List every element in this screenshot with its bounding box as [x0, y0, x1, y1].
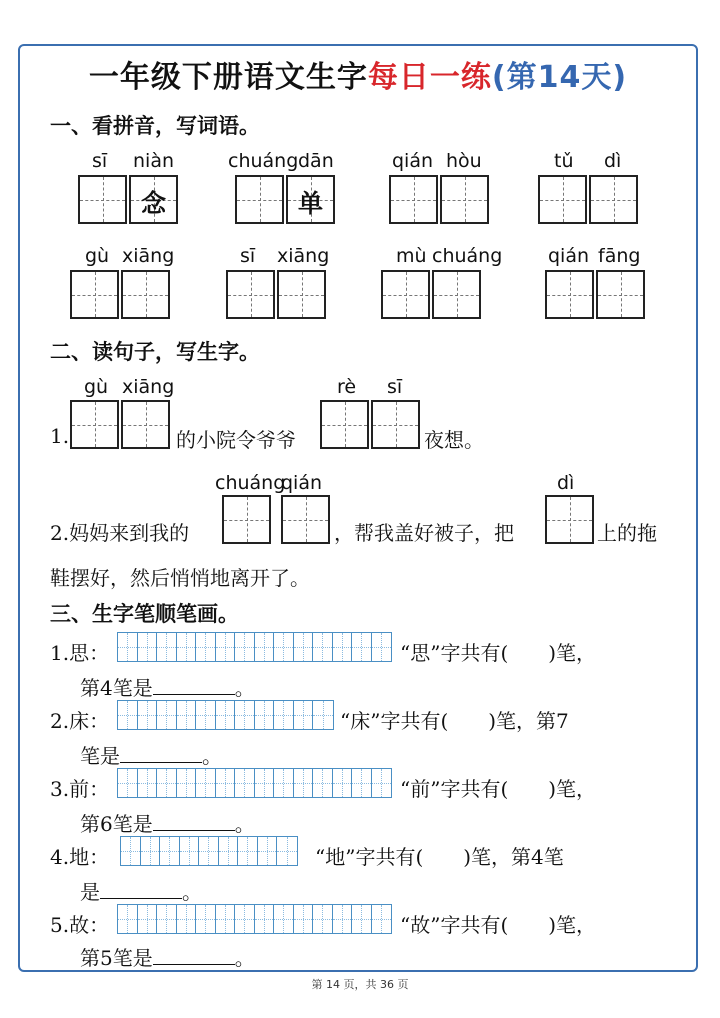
sentence-text: 鞋摆好，然后悄悄地离开了。 — [50, 566, 310, 590]
char-cell[interactable] — [70, 400, 119, 449]
char-cell[interactable] — [545, 270, 594, 319]
sentence-text: 上的拖 — [597, 521, 657, 545]
stroke-question: “前”字共有( )笔， — [400, 777, 597, 801]
stroke-answer-line: 第6笔是 。 — [80, 812, 255, 836]
stroke-question: “思”字共有( )笔， — [400, 641, 597, 665]
writing-grid[interactable] — [545, 495, 596, 544]
writing-grid[interactable] — [389, 175, 491, 224]
char-cell[interactable] — [371, 400, 420, 449]
answer-blank[interactable] — [100, 880, 182, 899]
pinyin: xiāng — [122, 376, 175, 398]
char-cell[interactable] — [389, 175, 438, 224]
pinyin: chuáng — [432, 245, 503, 267]
pinyin: sī — [240, 245, 256, 267]
char-cell[interactable] — [538, 175, 587, 224]
section-3-heading: 三、生字笔顺笔画。 — [50, 602, 239, 626]
pinyin: chuáng — [215, 472, 286, 494]
stroke-item-label: 5.故： — [50, 913, 110, 937]
sentence-text: 的小院令爷爷 — [176, 428, 296, 452]
stroke-item-label: 4.地： — [50, 845, 110, 869]
char-cell[interactable] — [440, 175, 489, 224]
stroke-answer-line: 第5笔是 。 — [80, 946, 255, 970]
stroke-answer-line: 第4笔是 。 — [80, 676, 255, 700]
char-cell[interactable] — [281, 495, 330, 544]
stroke-order-grid[interactable] — [117, 632, 392, 662]
title-part-3: (第14天) — [491, 60, 628, 95]
pinyin: qián — [392, 150, 434, 172]
char-cell[interactable] — [121, 400, 170, 449]
stroke-question: “床”字共有( )笔，第7 — [340, 709, 569, 733]
pinyin: dì — [557, 472, 575, 494]
pinyin: niàn — [133, 150, 175, 172]
char-cell[interactable] — [545, 495, 594, 544]
writing-grid[interactable] — [226, 270, 328, 319]
sentence-text: 夜想。 — [424, 428, 484, 452]
pinyin: dì — [604, 150, 622, 172]
sentence-text: ，帮我盖好被子，把 — [334, 521, 514, 545]
pinyin: xiāng — [277, 245, 330, 267]
stroke-item-label: 3.前： — [50, 777, 110, 801]
char-cell[interactable] — [235, 175, 284, 224]
stroke-order-grid[interactable] — [117, 700, 334, 730]
page-title — [18, 52, 698, 96]
pinyin: qián — [281, 472, 323, 494]
answer-blank[interactable] — [153, 676, 235, 695]
char-cell[interactable]: 念 — [129, 175, 178, 224]
page-footer: 第 14 页，共 36 页 — [311, 978, 409, 991]
answer-blank[interactable] — [153, 946, 235, 965]
char-cell[interactable] — [589, 175, 638, 224]
stroke-item-label: 2.床： — [50, 709, 110, 733]
pinyin: gù — [85, 245, 110, 267]
writing-grid[interactable] — [381, 270, 483, 319]
writing-grid[interactable] — [222, 495, 332, 544]
stroke-answer-line: 笔是 。 — [80, 744, 222, 768]
pinyin: rè — [337, 376, 357, 398]
writing-grid[interactable] — [70, 270, 172, 319]
pinyin: hòu — [446, 150, 482, 172]
sentence-number: 1. — [50, 424, 70, 448]
writing-grid[interactable] — [235, 175, 337, 224]
writing-grid[interactable] — [78, 175, 180, 224]
pinyin: mù — [396, 245, 427, 267]
char-cell[interactable] — [121, 270, 170, 319]
pinyin: gù — [84, 376, 109, 398]
stroke-order-grid[interactable] — [117, 768, 392, 798]
stroke-item-label: 1.思： — [50, 641, 110, 665]
char-cell[interactable] — [222, 495, 271, 544]
stroke-order-grid[interactable] — [117, 904, 392, 934]
pinyin: chuáng — [228, 150, 299, 172]
writing-grid[interactable] — [545, 270, 647, 319]
stroke-order-grid[interactable] — [120, 836, 298, 866]
writing-grid[interactable] — [320, 400, 422, 449]
char-cell[interactable] — [320, 400, 369, 449]
pinyin: dān — [298, 150, 334, 172]
char-cell[interactable] — [226, 270, 275, 319]
pinyin: tǔ — [554, 150, 574, 172]
char-cell[interactable] — [78, 175, 127, 224]
answer-blank[interactable] — [120, 744, 202, 763]
char-cell[interactable] — [70, 270, 119, 319]
section-2-heading: 二、读句子，写生字。 — [50, 340, 260, 364]
stroke-question: “地”字共有( )笔，第4笔 — [315, 845, 564, 869]
char-cell[interactable] — [432, 270, 481, 319]
char-cell[interactable] — [596, 270, 645, 319]
section-1-heading: 一、看拼音，写词语。 — [50, 114, 260, 138]
title-part-2: 每日一练 — [367, 60, 492, 95]
pinyin: sī — [387, 376, 403, 398]
title-part-1: 一年级下册语文生字 — [88, 60, 368, 95]
pinyin: qián — [548, 245, 590, 267]
char-cell[interactable] — [381, 270, 430, 319]
char-cell[interactable]: 单 — [286, 175, 335, 224]
pinyin: xiāng — [122, 245, 175, 267]
writing-grid[interactable] — [70, 400, 172, 449]
sentence-text: 2.妈妈来到我的 — [50, 521, 190, 545]
answer-blank[interactable] — [153, 812, 235, 831]
stroke-question: “故”字共有( )笔， — [400, 913, 597, 937]
writing-grid[interactable] — [538, 175, 640, 224]
stroke-answer-line: 是 。 — [80, 880, 202, 904]
char-cell[interactable] — [277, 270, 326, 319]
pinyin: sī — [92, 150, 108, 172]
pinyin: fāng — [598, 245, 641, 267]
